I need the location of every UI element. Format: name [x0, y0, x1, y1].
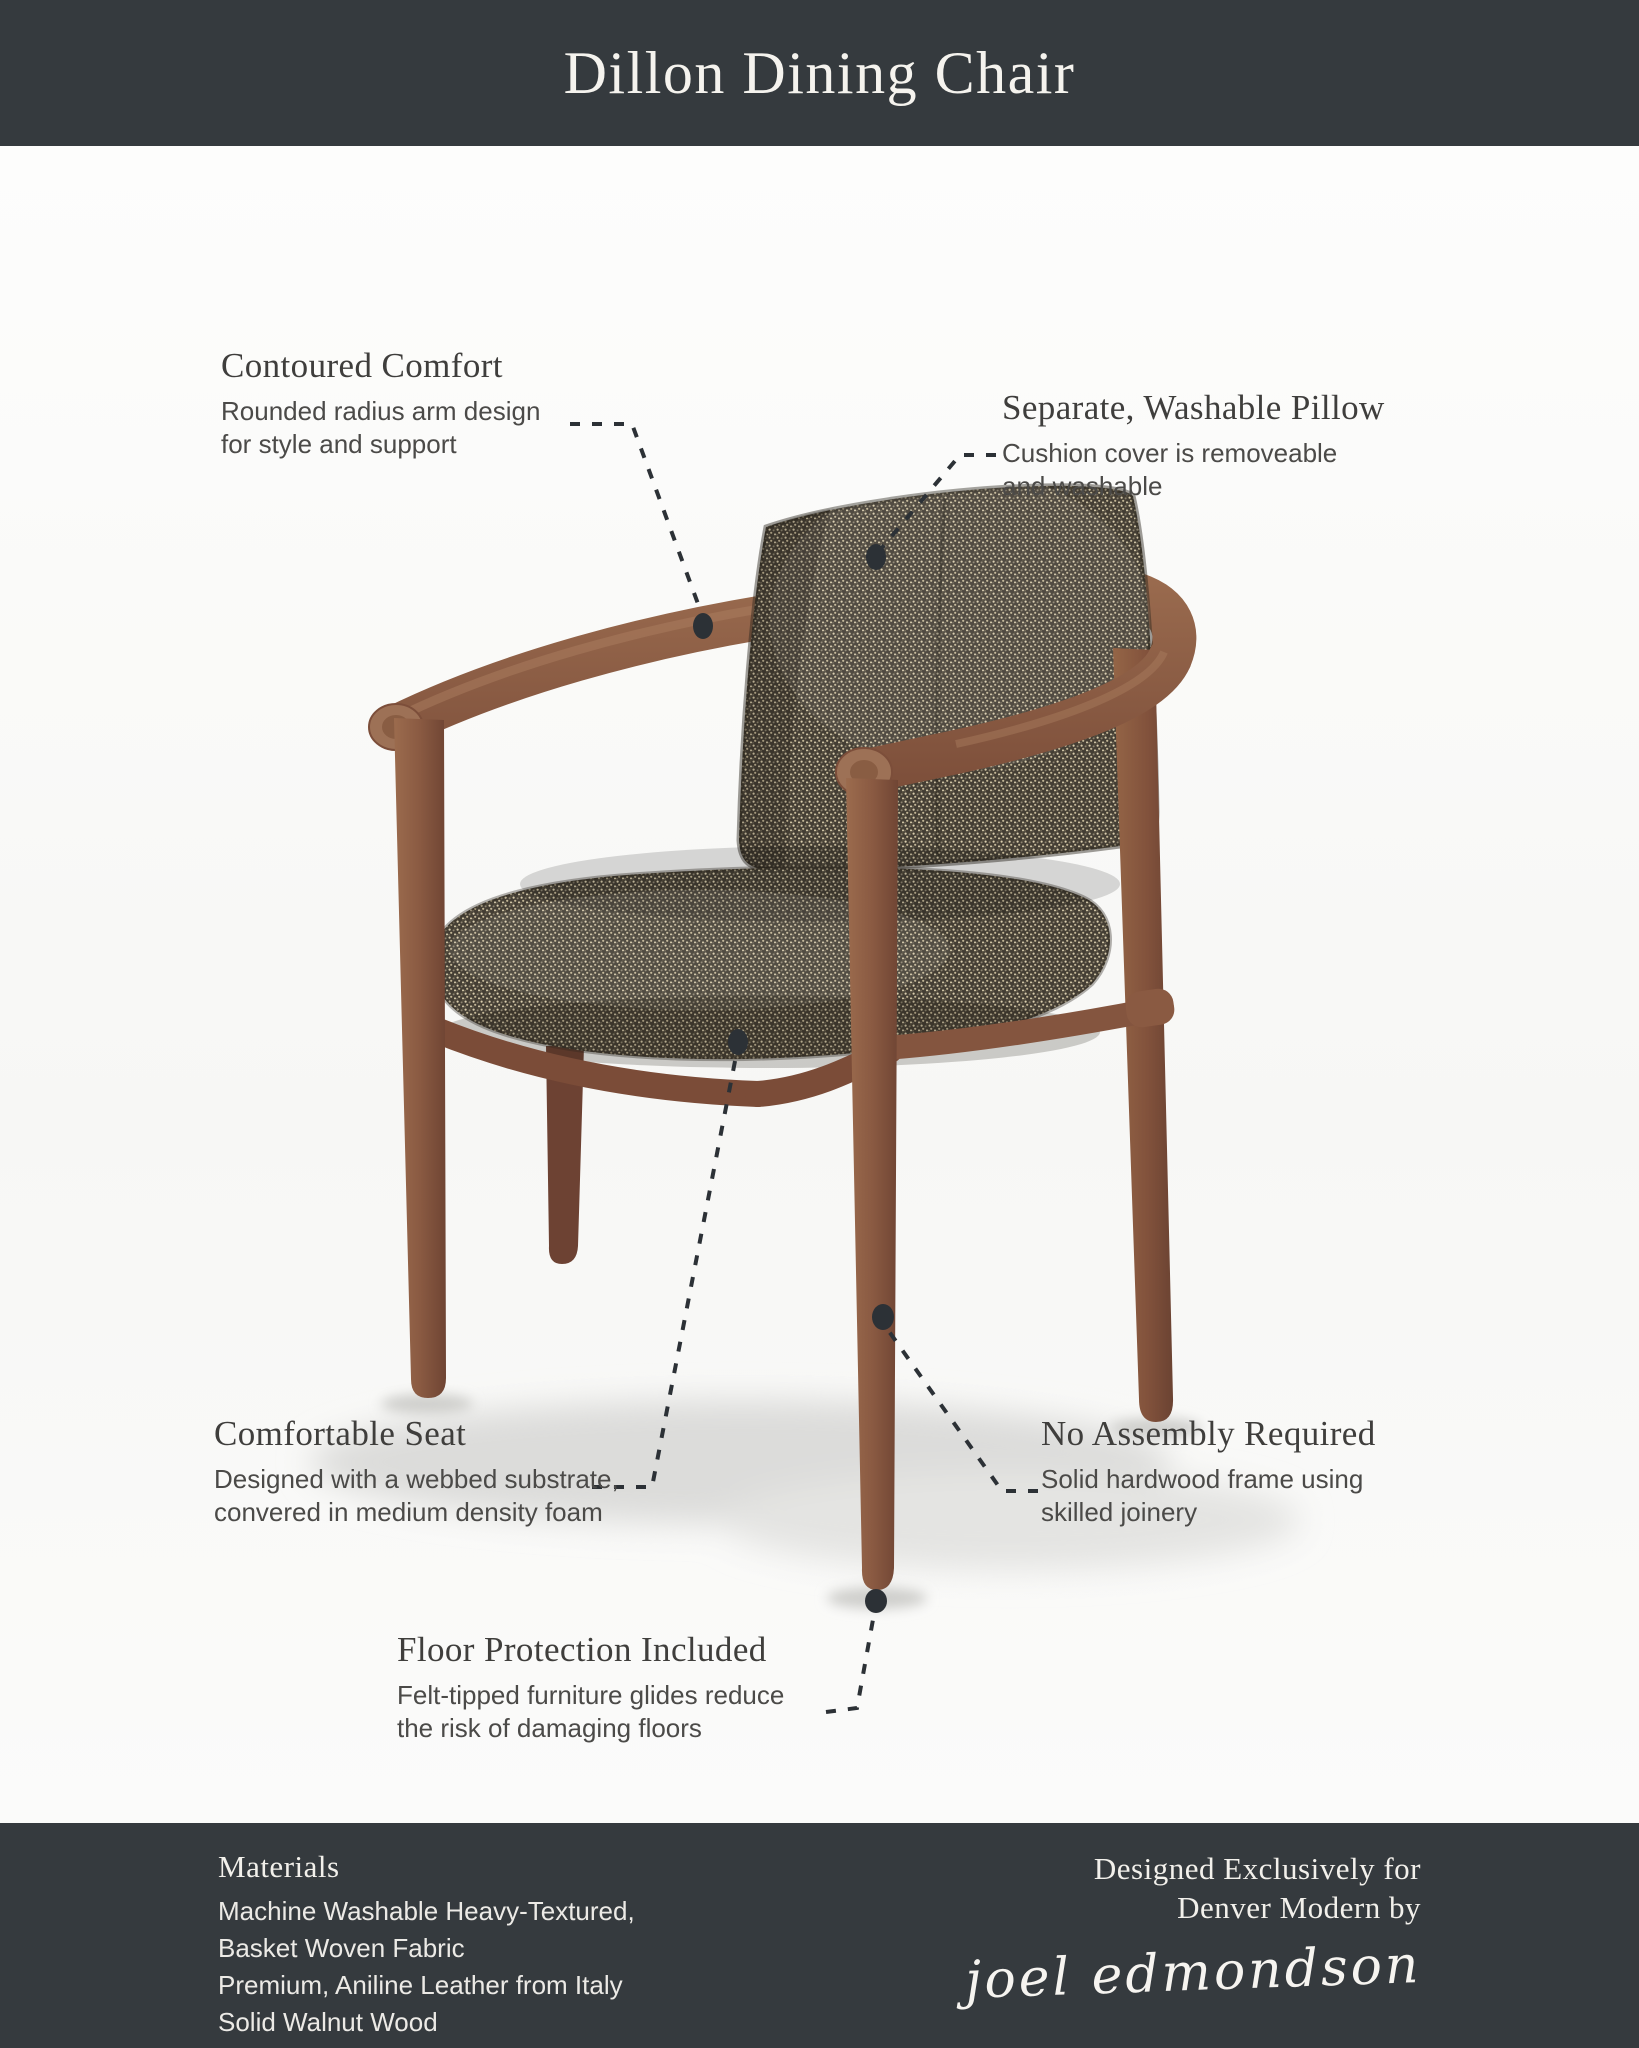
callout-line: Solid hardwood frame using — [1041, 1464, 1364, 1494]
materials-block — [218, 1849, 635, 2048]
page-title: Dillon Dining Chair — [563, 39, 1076, 106]
anchor-dot-seat — [728, 1029, 748, 1055]
callout-title: Contoured Comfort — [221, 346, 503, 385]
anchor-dot-leg-glide — [865, 1589, 887, 1613]
materials-line: Machine Washable Heavy-Textured, — [218, 1896, 635, 1926]
footer-bar — [0, 1823, 1639, 2048]
designed-for-line: Denver Modern by — [1177, 1890, 1421, 1925]
chair-front-left-leg — [394, 718, 446, 1398]
materials-line: Basket Woven Fabric — [218, 1933, 465, 1963]
leader-floor-protection — [826, 1614, 874, 1712]
designed-for-line: Designed Exclusively for — [1093, 1851, 1421, 1886]
callout-line: and washable — [1002, 471, 1163, 501]
chair-back-pillow — [739, 470, 1157, 870]
anchor-dot-arm — [693, 613, 713, 639]
anchor-dot-leg-joint — [872, 1304, 894, 1330]
callout-line: skilled joinery — [1041, 1497, 1198, 1527]
callout-comfortable-seat — [214, 1414, 619, 1529]
anchor-dot-pillow — [866, 544, 886, 570]
callout-title: Floor Protection Included — [397, 1630, 767, 1669]
callout-no-assembly — [1041, 1414, 1376, 1529]
materials-title: Materials — [218, 1849, 340, 1884]
callout-title: No Assembly Required — [1041, 1414, 1376, 1453]
designed-by-block — [965, 1849, 1421, 2048]
materials-line: Solid Walnut Wood — [218, 2007, 438, 2037]
callout-line: Designed with a webbed substrate, — [214, 1464, 619, 1494]
callout-contoured-comfort — [221, 346, 540, 461]
callout-floor-protection — [397, 1630, 784, 1745]
callout-line: the risk of damaging floors — [397, 1713, 702, 1743]
callout-line: Felt-tipped furniture glides reduce — [397, 1680, 785, 1710]
materials-line: Premium, Aniline Leather from Italy — [218, 1970, 623, 2000]
callout-title: Comfortable Seat — [214, 1414, 467, 1453]
designer-signature: joel edmondson — [963, 1935, 1423, 2011]
callout-line: Cushion cover is removeable — [1002, 438, 1338, 468]
callout-title: Separate, Washable Pillow — [1002, 388, 1385, 427]
callout-line: Rounded radius arm design — [221, 396, 541, 426]
callout-line: convered in medium density foam — [214, 1497, 603, 1527]
chair-back-right-leg — [1113, 648, 1173, 1422]
leader-contoured-comfort — [570, 424, 701, 612]
callout-line: for style and support — [221, 429, 457, 459]
callout-washable-pillow — [1002, 388, 1385, 503]
header-bar — [0, 0, 1639, 146]
